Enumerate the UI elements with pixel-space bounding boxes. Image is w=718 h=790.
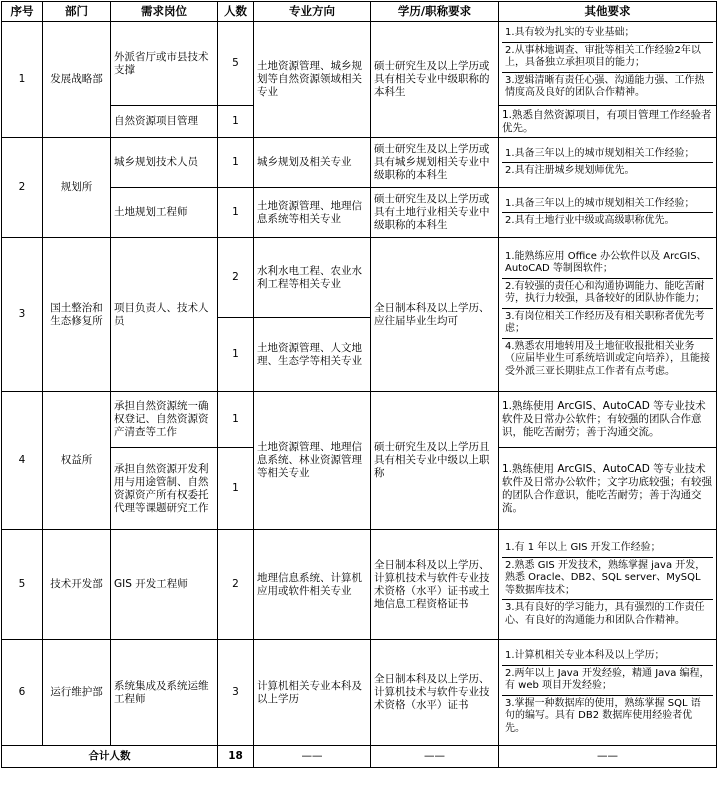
table-row-3a (2, 238, 717, 318)
row-dept: 发展战略部 (43, 22, 111, 138)
header-dept: 部门 (43, 2, 111, 22)
row-count: 1 (218, 448, 254, 530)
table-row-1a (2, 22, 717, 106)
header-other: 其他要求 (499, 2, 717, 22)
req-item: 2.两年以上 Java 开发经验，精通 Java 编程，有 web 项目开发经验； (502, 666, 713, 696)
row-other (499, 138, 717, 188)
row-major: 计算机相关专业本科及以上学历 (254, 640, 371, 746)
row-dept: 运行维护部 (43, 640, 111, 746)
row-dept: 国土整治和生态修复所 (43, 238, 111, 392)
req-item: 1.能熟练应用 Office 办公软件以及 ArcGIS、AutoCAD 等制图软件； (502, 249, 713, 279)
row-no: 5 (2, 530, 43, 640)
row-count: 1 (218, 392, 254, 448)
row-major: 水利水电工程、农业水利工程等相关专业 (254, 238, 371, 318)
total-edu: —— (371, 746, 499, 768)
row-edu: 全日制本科及以上学历、计算机技术与软件专业技术资格（水平）证书或土地信息工程资格证书 (371, 530, 499, 640)
row-count: 5 (218, 22, 254, 106)
header-major: 专业方向 (254, 2, 371, 22)
total-other: —— (499, 746, 717, 768)
row-count: 1 (218, 138, 254, 188)
row-count: 1 (218, 318, 254, 392)
req-item: 1.具备三年以上的城市规划相关工作经验； (502, 146, 713, 164)
header-no: 序号 (2, 2, 43, 22)
row-no: 1 (2, 22, 43, 138)
row-edu: 硕士研究生及以上学历且具有相关专业中级以上职称 (371, 392, 499, 530)
row-post: 项目负责人、技术人员 (111, 238, 218, 392)
total-count: 18 (218, 746, 254, 768)
row-major: 地理信息系统、计算机应用或软件相关专业 (254, 530, 371, 640)
recruitment-table (1, 1, 717, 768)
req-item: 3.逻辑清晰有责任心强、沟通能力强、工作热情度高及良好的团队合作精神。 (505, 74, 705, 99)
req-item: 1.有 1 年以上 GIS 开发工作经验； (502, 540, 713, 558)
table-row-2a (2, 138, 717, 188)
req-item: 3.掌握一种数据库的使用，熟练掌握 SQL 语句的编写。具有 DB2 数据库使用经验者优先。 (505, 697, 701, 734)
row-other (499, 238, 717, 392)
req-item: 4.熟悉农用地转用及土地征收报批相关业务（应届毕业生可系统培训或定向培养），且能接受外派三亚长期驻点工作者有点考虑。 (505, 340, 710, 377)
row-major: 土地资源管理、地理信息系统等相关专业 (254, 188, 371, 238)
row-post: 城乡规划技术人员 (111, 138, 218, 188)
req-item: 1.具有较为扎实的专业基础； (502, 25, 713, 43)
row-dept: 规划所 (43, 138, 111, 238)
row-major: 土地资源管理、人文地理、生态学等相关专业 (254, 318, 371, 392)
row-other (499, 22, 717, 106)
header-row (2, 2, 717, 22)
row-edu: 全日制本科及以上学历、应往届毕业生均可 (371, 238, 499, 392)
row-no: 3 (2, 238, 43, 392)
row-post: 土地规划工程师 (111, 188, 218, 238)
req-item: 3.具有良好的学习能力，具有强烈的工作责任心、有良好的沟通能力和团队合作精神。 (505, 602, 705, 626)
table-row-4a (2, 392, 717, 448)
header-edu: 学历/职称要求 (371, 2, 499, 22)
row-major: 土地资源管理、地理信息系统、林业资源管理等相关专业 (254, 392, 371, 530)
row-other (499, 640, 717, 746)
row-count: 2 (218, 238, 254, 318)
header-post: 需求岗位 (111, 2, 218, 22)
row-post: 系统集成及系统运维工程师 (111, 640, 218, 746)
row-no: 6 (2, 640, 43, 746)
row-other: 1.熟练使用 ArcGIS、AutoCAD 等专业技术软件及日常办公软件；文字功底较强；有较强的团队合作意识，能吃苦耐劳；善于沟通交流。 (499, 448, 717, 530)
row-post: 外派省厅或市县技术支撑 (111, 22, 218, 106)
row-major: 土地资源管理、城乡规划等自然资源领域相关专业 (254, 22, 371, 138)
row-other (499, 530, 717, 640)
req-item: 1.具备三年以上的城市规划相关工作经验； (502, 196, 713, 214)
header-count: 人数 (218, 2, 254, 22)
row-count: 2 (218, 530, 254, 640)
row-no: 2 (2, 138, 43, 238)
req-item: 2.熟悉 GIS 开发技术，熟练掌握 java 开发，熟悉 Oracle、DB2、SQL server、MySQL 等数据库技术； (502, 558, 713, 601)
row-post: 承担自然资源开发利用与用途管制、自然资源资产所有权委托代理等课题研究工作 (111, 448, 218, 530)
row-post: GIS 开发工程师 (111, 530, 218, 640)
row-post: 承担自然资源统一确权登记、自然资源资产清查等工作 (111, 392, 218, 448)
req-item: 2.具有土地行业中级或高级职称优先。 (505, 215, 675, 226)
row-count: 3 (218, 640, 254, 746)
row-no: 4 (2, 392, 43, 530)
row-post: 自然资源项目管理 (111, 106, 218, 138)
req-item: 1.计算机相关专业本科及以上学历； (502, 648, 713, 666)
table-row-5 (2, 530, 717, 640)
req-item: 2.从事林地调查、审批等相关工作经验2年以上，具备独立承担项目的能力； (502, 43, 713, 73)
row-count: 1 (218, 106, 254, 138)
total-major: —— (254, 746, 371, 768)
row-edu: 硕士研究生及以上学历或具有相关专业中级职称的本科生 (371, 22, 499, 138)
req-item: 3.有岗位相关工作经历及有相关职称者优先考虑； (502, 309, 713, 339)
row-other: 1.熟悉自然资源项目，有项目管理工作经验者优先。 (499, 106, 717, 138)
row-dept: 技术开发部 (43, 530, 111, 640)
row-edu: 硕士研究生及以上学历或具有土地行业相关专业中级职称的本科生 (371, 188, 499, 238)
table-row-6 (2, 640, 717, 746)
row-major: 城乡规划及相关专业 (254, 138, 371, 188)
row-other (499, 188, 717, 238)
row-count: 1 (218, 188, 254, 238)
row-edu: 全日制本科及以上学历、计算机技术与软件专业技术资格（水平）证书 (371, 640, 499, 746)
row-dept: 权益所 (43, 392, 111, 530)
req-item: 2.具有注册城乡规划师优先。 (505, 165, 635, 176)
row-other: 1.熟练使用 ArcGIS、AutoCAD 等专业技术软件及日常办公软件；有较强的团队合作意识，能吃苦耐劳；善于沟通交流。 (499, 392, 717, 448)
row-edu: 硕士研究生及以上学历或具有城乡规划相关专业中级职称的本科生 (371, 138, 499, 188)
req-item: 2.有较强的责任心和沟通协调能力、能吃苦耐劳，执行力较强，具备较好的团队协作能力； (502, 279, 713, 309)
total-row (2, 746, 717, 768)
total-label: 合计人数 (2, 746, 218, 768)
